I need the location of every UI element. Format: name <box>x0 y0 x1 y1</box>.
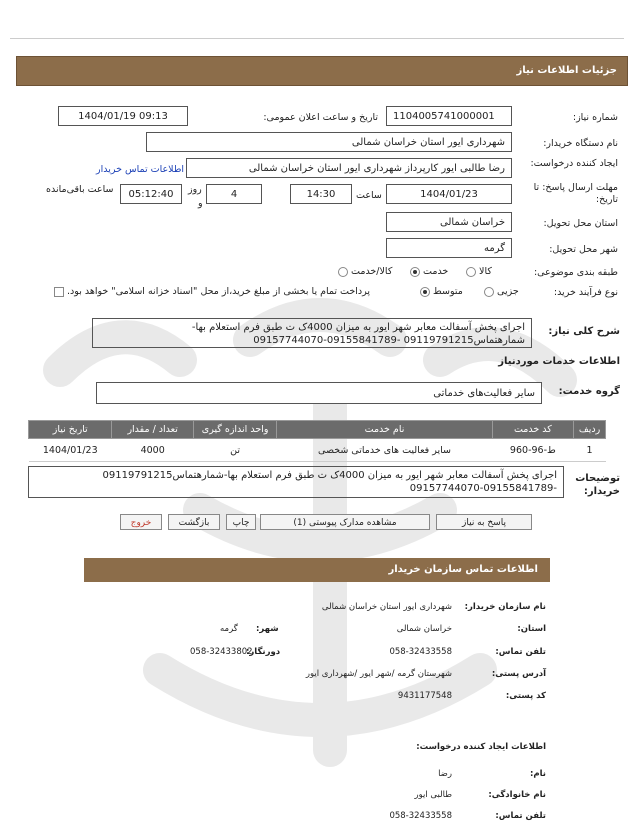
view-documents-button[interactable]: مشاهده مدارک پیوستی (1) <box>260 514 430 530</box>
creator-phone-label: تلفن تماس: <box>495 811 546 821</box>
delivery-province-field: خراسان شمالی <box>386 212 512 232</box>
service-group-label: گروه خدمت: <box>558 386 620 397</box>
buyer-contact-link[interactable]: اطلاعات تماس خریدار <box>96 164 185 175</box>
remaining-time-field: 05:12:40 <box>120 184 182 204</box>
cell-name: سایر فعالیت های خدماتی شخصی <box>277 439 492 462</box>
buyer-org-field: شهرداری ایور استان خراسان شمالی <box>146 132 512 152</box>
contact-org-value: شهرداری ایور استان خراسان شمالی <box>321 602 452 612</box>
col-header-date: تاریخ نیاز <box>29 421 112 439</box>
cell-unit: تن <box>193 439 276 462</box>
reply-button[interactable]: پاسخ به نیاز <box>436 514 532 530</box>
contact-province-value: خراسان شمالی <box>396 624 452 634</box>
services-table <box>28 420 606 462</box>
creator-name-value: رضا <box>438 769 452 779</box>
col-header-row: ردیف <box>574 421 606 439</box>
cell-qty: 4000 <box>112 439 193 462</box>
need-number-field: 1104005741000001 <box>386 106 512 126</box>
contact-address-value: شهرستان گرمه /شهر ایور /شهرداری ایور <box>305 669 452 679</box>
contact-phone-label: تلفن تماس: <box>495 647 546 657</box>
contact-section-title: اطلاعات تماس سازمان خریدار <box>388 564 538 575</box>
page-title: جزئیات اطلاعات نیاز <box>516 65 617 76</box>
delivery-province-label: استان محل تحویل: <box>543 218 618 229</box>
process-option-medium[interactable]: متوسط <box>420 286 463 297</box>
print-button[interactable]: چاپ <box>226 514 256 530</box>
buyer-notes-text: اجرای پخش آسفالت معابر شهر ایور به میزان 4000ک ت طبق فرم استعلام بها-شمارهتماس09119791215 -09155841789-09157744070 <box>28 466 564 498</box>
days-label: روز <box>188 184 202 195</box>
announce-date-label: تاریخ و ساعت اعلان عمومی: <box>263 112 378 123</box>
days-field: 4 <box>206 184 262 204</box>
checkbox-icon[interactable] <box>54 287 64 297</box>
and-label: و <box>198 198 203 209</box>
services-title: اطلاعات خدمات موردنیاز <box>498 356 620 367</box>
creator-info-title: اطلاعات ایجاد کننده درخواست: <box>416 742 546 752</box>
radio-selected-icon <box>420 287 430 297</box>
payment-note: پرداخت تمام یا بخشی از مبلغ خرید،از محل "اسناد خزانه اسلامی" خواهد بود. <box>54 286 370 297</box>
col-header-unit: واحد اندازه گیری <box>193 421 276 439</box>
deadline-time-field: 14:30 <box>290 184 352 204</box>
col-header-code: کد خدمت <box>492 421 573 439</box>
category-option-goods[interactable]: کالا <box>466 266 492 277</box>
cell-date: 1404/01/23 <box>29 439 112 462</box>
process-label: نوع فرآیند خرید: <box>553 287 618 298</box>
creator-label: ایجاد کننده درخواست: <box>530 158 618 169</box>
top-divider <box>10 38 624 39</box>
radio-selected-icon <box>410 267 420 277</box>
page-header <box>16 56 628 86</box>
buyer-notes-label: توضیحات خریدار: <box>575 473 620 497</box>
delivery-city-label: شهر محل تحویل: <box>549 244 618 255</box>
contact-city-value: گرمه <box>220 624 238 634</box>
contact-org-label: نام سازمان خریدار: <box>464 602 546 612</box>
summary-text: اجرای پخش آسفالت معابر شهر ایور به میزان 4000ک ت طبق فرم استعلام بها-شمارهتماس09119791215 -09155841789-09157744070 <box>92 318 532 348</box>
category-option-both[interactable]: کالا/خدمت <box>338 266 392 277</box>
contact-address-label: آدرس پستی: <box>491 669 546 679</box>
need-number-label: شماره نیاز: <box>572 112 618 123</box>
buyer-org-label: نام دستگاه خریدار: <box>543 138 618 149</box>
category-option-service[interactable]: خدمت <box>410 266 448 277</box>
deadline-label: مهلت ارسال پاسخ: تا تاریخ: <box>533 182 618 205</box>
remaining-time-label: ساعت باقی‌مانده <box>46 184 114 195</box>
creator-field: رضا طالبی ایور کارپرداز شهرداری ایور استان خراسان شمالی <box>186 158 512 178</box>
creator-phone-value: 058-32433558 <box>389 811 452 821</box>
delivery-city-field: گرمه <box>386 238 512 258</box>
contact-postal-label: کد پستی: <box>505 691 546 701</box>
contact-fax-label: دورنگار: <box>246 647 281 657</box>
contact-city-label: شهر: <box>256 624 279 634</box>
cell-code: ط-96-960 <box>492 439 573 462</box>
radio-icon <box>338 267 348 277</box>
contact-province-label: استان: <box>517 624 546 634</box>
contact-fax-value: 058-32433802 <box>190 647 253 657</box>
table-row <box>29 439 606 462</box>
category-label: طبقه بندی موضوعی: <box>533 267 618 278</box>
contact-phone-value: 058-32433558 <box>389 647 452 657</box>
announce-date-field: 1404/01/19 09:13 <box>58 106 188 126</box>
process-option-minor[interactable]: جزیی <box>484 286 519 297</box>
creator-name-label: نام: <box>529 769 546 779</box>
col-header-qty: تعداد / مقدار <box>112 421 193 439</box>
summary-label: شرح کلی نیاز: <box>548 326 620 337</box>
deadline-time-label: ساعت <box>356 190 382 201</box>
deadline-date-field: 1404/01/23 <box>386 184 512 204</box>
radio-icon <box>466 267 476 277</box>
exit-button[interactable]: خروج <box>120 514 162 530</box>
col-header-name: نام خدمت <box>277 421 492 439</box>
creator-family-label: نام خانوادگی: <box>488 790 546 800</box>
creator-family-value: طالبی ایور <box>414 790 452 800</box>
cell-row: 1 <box>574 439 606 462</box>
service-group-field: سایر فعالیت‌های خدماتی <box>96 382 542 404</box>
contact-postal-value: 9431177548 <box>397 691 452 701</box>
contact-section-header <box>84 558 550 582</box>
back-button[interactable]: بازگشت <box>168 514 220 530</box>
radio-icon <box>484 287 494 297</box>
